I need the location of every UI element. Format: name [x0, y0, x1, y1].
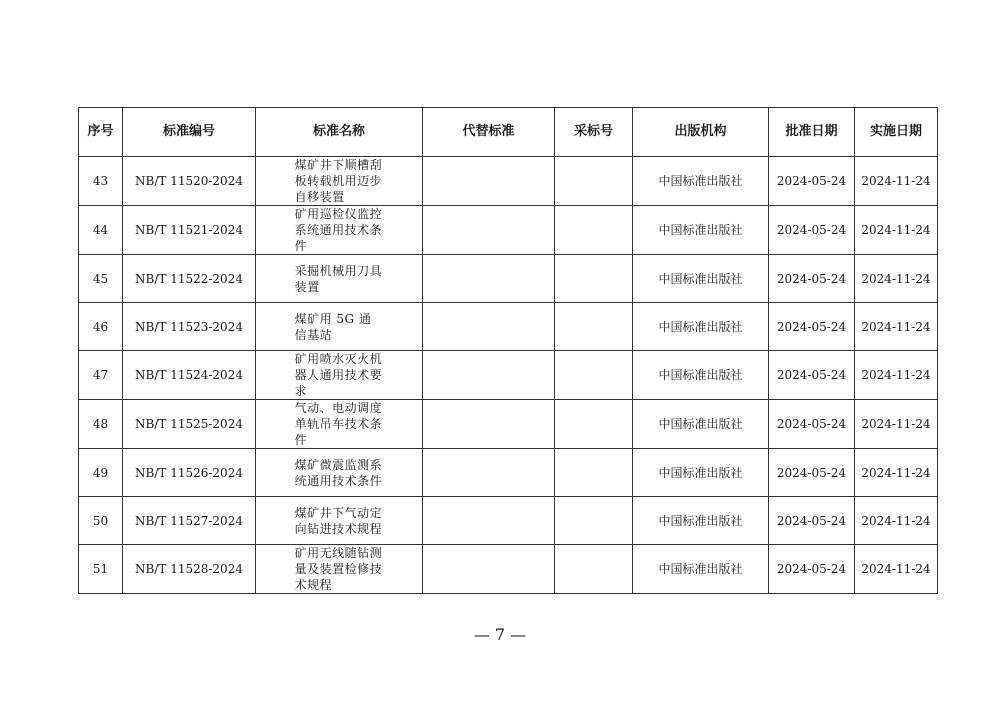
standard-name: 煤矿井下气动定向钻进技术规程 — [294, 505, 383, 536]
implementation-date-cell: 2024-11-24 — [855, 206, 938, 255]
standard-code-cell: NB/T 11524-2024 — [123, 351, 256, 400]
header-approval-date: 批准日期 — [769, 108, 855, 157]
replaced-standard-cell — [423, 206, 555, 255]
approval-date-cell: 2024-05-24 — [769, 497, 855, 545]
table-row — [79, 303, 938, 351]
standard-name-cell — [256, 400, 423, 449]
approval-date-cell: 2024-05-24 — [769, 255, 855, 303]
header-implementation-date: 实施日期 — [855, 108, 938, 157]
standard-code-cell: NB/T 11527-2024 — [123, 497, 256, 545]
replaced-standard-cell — [423, 157, 555, 206]
serial-number-cell: 49 — [79, 449, 123, 497]
adoption-number-cell — [555, 255, 633, 303]
standards-table — [78, 107, 938, 594]
implementation-date-cell: 2024-11-24 — [855, 157, 938, 206]
table-row — [79, 545, 938, 594]
table-row — [79, 400, 938, 449]
publisher-cell: 中国标准出版社 — [633, 255, 769, 303]
approval-date-cell: 2024-05-24 — [769, 157, 855, 206]
page-number: — 7 — — [473, 625, 527, 644]
serial-number-cell: 46 — [79, 303, 123, 351]
header-standard-code: 标准编号 — [123, 108, 256, 157]
standard-name-cell — [256, 157, 423, 206]
table-row — [79, 157, 938, 206]
approval-date-cell: 2024-05-24 — [769, 545, 855, 594]
adoption-number-cell — [555, 351, 633, 400]
header-adoption-number: 采标号 — [555, 108, 633, 157]
standard-code-cell: NB/T 11520-2024 — [123, 157, 256, 206]
publisher-cell: 中国标准出版社 — [633, 545, 769, 594]
approval-date-cell: 2024-05-24 — [769, 400, 855, 449]
standard-name-cell — [256, 497, 423, 545]
implementation-date-cell: 2024-11-24 — [855, 303, 938, 351]
replaced-standard-cell — [423, 303, 555, 351]
standard-name: 矿用巡检仪监控系统通用技术条件 — [294, 207, 383, 253]
table-row — [79, 255, 938, 303]
implementation-date-cell: 2024-11-24 — [855, 497, 938, 545]
table-row — [79, 351, 938, 400]
standard-name-cell — [256, 545, 423, 594]
standard-name: 煤矿微震监测系统通用技术条件 — [294, 457, 383, 488]
publisher-cell: 中国标准出版社 — [633, 400, 769, 449]
serial-number-cell: 48 — [79, 400, 123, 449]
approval-date-cell: 2024-05-24 — [769, 449, 855, 497]
adoption-number-cell — [555, 449, 633, 497]
serial-number-cell: 43 — [79, 157, 123, 206]
header-row — [79, 108, 938, 157]
implementation-date-cell: 2024-11-24 — [855, 545, 938, 594]
standard-name-cell — [256, 303, 423, 351]
approval-date-cell: 2024-05-24 — [769, 351, 855, 400]
standard-name: 矿用无线随钻测量及装置检修技术规程 — [294, 546, 383, 592]
publisher-cell: 中国标准出版社 — [633, 351, 769, 400]
table-row — [79, 497, 938, 545]
publisher-cell: 中国标准出版社 — [633, 497, 769, 545]
header-publisher: 出版机构 — [633, 108, 769, 157]
replaced-standard-cell — [423, 449, 555, 497]
replaced-standard-cell — [423, 400, 555, 449]
replaced-standard-cell — [423, 545, 555, 594]
adoption-number-cell — [555, 400, 633, 449]
header-serial-number: 序号 — [79, 108, 123, 157]
replaced-standard-cell — [423, 351, 555, 400]
implementation-date-cell: 2024-11-24 — [855, 351, 938, 400]
standard-name: 采掘机械用刀具装置 — [294, 263, 383, 294]
standard-name-cell — [256, 449, 423, 497]
standard-name: 煤矿用 5G 通信基站 — [294, 311, 372, 342]
replaced-standard-cell — [423, 497, 555, 545]
approval-date-cell: 2024-05-24 — [769, 206, 855, 255]
adoption-number-cell — [555, 157, 633, 206]
standard-code-cell: NB/T 11522-2024 — [123, 255, 256, 303]
table-row — [79, 206, 938, 255]
standard-name: 矿用喷水灭火机器人通用技术要求 — [294, 352, 383, 398]
standard-name-cell — [256, 255, 423, 303]
publisher-cell: 中国标准出版社 — [633, 303, 769, 351]
standard-code-cell: NB/T 11525-2024 — [123, 400, 256, 449]
serial-number-cell: 45 — [79, 255, 123, 303]
serial-number-cell: 51 — [79, 545, 123, 594]
adoption-number-cell — [555, 206, 633, 255]
publisher-cell: 中国标准出版社 — [633, 206, 769, 255]
standard-name-cell — [256, 206, 423, 255]
header-replaced-standard: 代替标准 — [423, 108, 555, 157]
serial-number-cell: 50 — [79, 497, 123, 545]
standard-code-cell: NB/T 11523-2024 — [123, 303, 256, 351]
serial-number-cell: 44 — [79, 206, 123, 255]
publisher-cell: 中国标准出版社 — [633, 157, 769, 206]
adoption-number-cell — [555, 545, 633, 594]
header-standard-name: 标准名称 — [256, 108, 423, 157]
standard-code-cell: NB/T 11528-2024 — [123, 545, 256, 594]
standard-code-cell: NB/T 11521-2024 — [123, 206, 256, 255]
standard-name-cell — [256, 351, 423, 400]
standard-code-cell: NB/T 11526-2024 — [123, 449, 256, 497]
implementation-date-cell: 2024-11-24 — [855, 400, 938, 449]
table-row — [79, 449, 938, 497]
implementation-date-cell: 2024-11-24 — [855, 255, 938, 303]
approval-date-cell: 2024-05-24 — [769, 303, 855, 351]
implementation-date-cell: 2024-11-24 — [855, 449, 938, 497]
replaced-standard-cell — [423, 255, 555, 303]
standard-name: 煤矿井下顺槽刮板转载机用迈步自移装置 — [294, 158, 383, 204]
standard-name: 气动、电动调度单轨吊车技术条件 — [294, 401, 383, 447]
serial-number-cell: 47 — [79, 351, 123, 400]
publisher-cell: 中国标准出版社 — [633, 449, 769, 497]
adoption-number-cell — [555, 303, 633, 351]
adoption-number-cell — [555, 497, 633, 545]
